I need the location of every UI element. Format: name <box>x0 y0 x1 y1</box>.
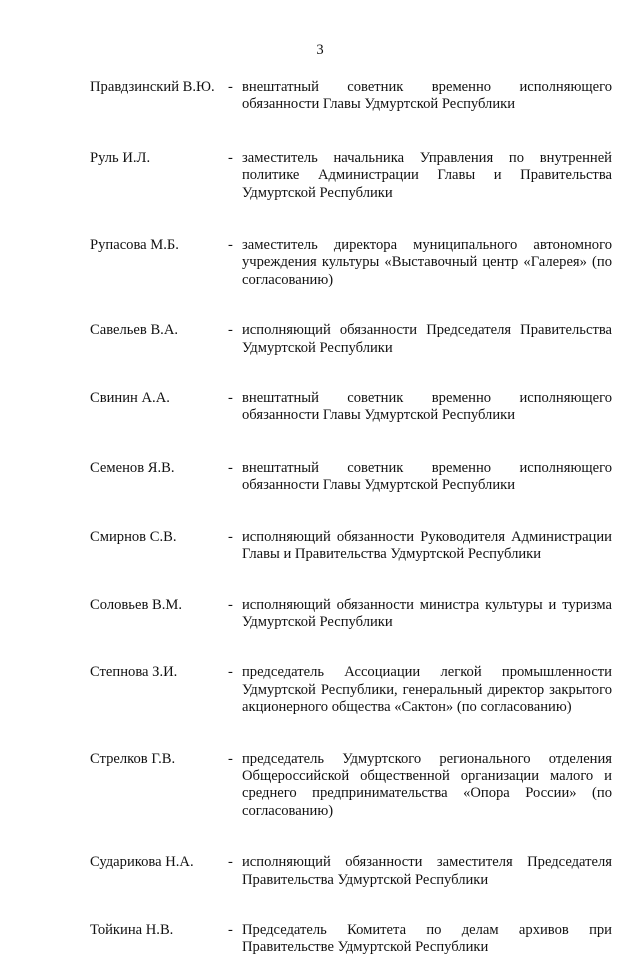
member-row <box>90 237 612 289</box>
member-description: исполняющий обязанности заместителя Председателя Правительства Удмуртской Республики <box>242 854 612 888</box>
member-dash: - <box>228 79 233 95</box>
member-name: Смирнов С.В. <box>90 528 177 545</box>
member-name: Савельев В.А. <box>90 322 179 339</box>
member-description: исполняющий обязанности министра культуры и туризма Удмуртской Республики <box>242 596 612 630</box>
member-description: заместитель директора муниципального автономного учреждения культуры «Выставочный центр «Галерея» (по согласованию) <box>242 237 612 288</box>
member-description: председатель Ассоциации легкой промышленности Удмуртской Республики, генеральный директор закрытого акционерного общества «Сактон» (по согласованию) <box>242 664 612 716</box>
member-dash: - <box>228 149 233 166</box>
member-dash: - <box>228 528 233 545</box>
member-row <box>90 322 612 357</box>
member-list <box>90 79 612 957</box>
member-row <box>90 529 612 564</box>
member-name: Свинин А.А. <box>90 390 170 407</box>
member-dash: - <box>228 390 233 407</box>
member-row <box>90 922 612 957</box>
member-description: внештатный советник временно исполняющего обязанности Главы Удмуртской Республики <box>242 390 612 424</box>
member-name: Соловьев В.М. <box>90 596 182 613</box>
member-row <box>90 751 612 821</box>
member-name: Рупасова М.Б. <box>90 237 179 254</box>
page-number: 3 <box>316 42 324 58</box>
member-row <box>90 460 612 495</box>
member-name: Правдзинский В.Ю. <box>90 79 215 95</box>
member-row <box>90 150 612 202</box>
member-dash: - <box>228 322 233 339</box>
member-name: Тойкина Н.В. <box>90 921 174 938</box>
member-description: председатель Удмуртского регионального отделения Общероссийской общественной организации малого и среднего предпринимательства «Опора России» (по согласованию) <box>242 750 612 819</box>
member-dash: - <box>228 664 233 681</box>
member-row <box>90 597 612 632</box>
member-dash: - <box>228 596 233 613</box>
member-dash: - <box>228 237 233 254</box>
member-dash: - <box>228 921 233 938</box>
member-dash: - <box>228 459 233 476</box>
member-description: Председатель Комитета по делам архивов при Правительстве Удмуртской Республики <box>242 921 612 956</box>
member-name: Сударикова Н.А. <box>90 854 194 871</box>
member-description: исполняющий обязанности Руководителя Администрации Главы и Правительства Удмуртской Республики <box>242 528 612 563</box>
member-description: внештатный советник временно исполняющего обязанности Главы Удмуртской Республики <box>242 79 612 113</box>
member-row <box>90 390 612 425</box>
member-name: Стрелков Г.В. <box>90 750 176 767</box>
member-row <box>90 854 612 889</box>
member-name: Степнова З.И. <box>90 664 178 681</box>
member-description: внештатный советник временно исполняющего обязанности Главы Удмуртской Республики <box>242 459 612 494</box>
member-row <box>90 79 612 114</box>
member-dash: - <box>228 750 233 767</box>
member-name: Руль И.Л. <box>90 149 151 166</box>
member-description: заместитель начальника Управления по внутренней политике Администрации Главы и Правительства Удмуртской Республики <box>242 149 612 201</box>
member-name: Семенов Я.В. <box>90 459 175 476</box>
member-description: исполняющий обязанности Председателя Правительства Удмуртской Республики <box>242 322 612 356</box>
member-dash: - <box>228 854 233 871</box>
member-row <box>90 664 612 716</box>
